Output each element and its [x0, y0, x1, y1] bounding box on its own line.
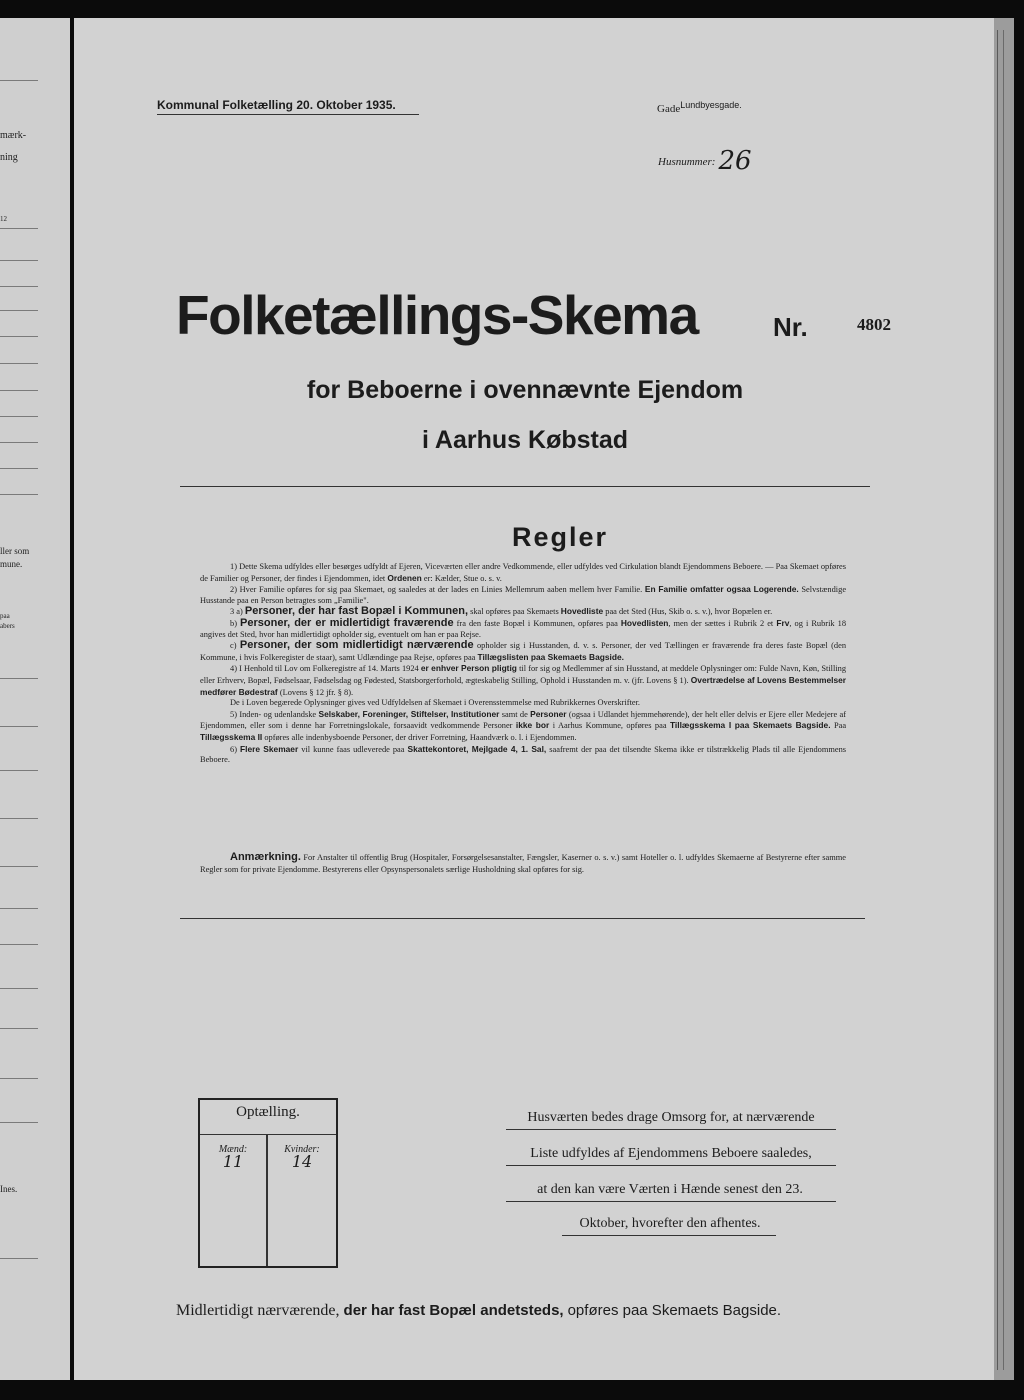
form-nr-label: Nr.	[773, 312, 808, 342]
rule-5: 5) Inden- og udenlandske Selskaber, Foreninger, Stiftelser, Institutioner samt de Personer (ogsaa i Udlandet hjemmehørende), der helt eller delvis er Ejere eller Medejere af Ejendommen, eller som i denne har Forretningslokale, forsaavidt vedkommende Personer ikke bor i Aarhus Kommune, opføres paa Tillægsskema I paa Skemaets Bagside. Paa Tillægsskema II opføres alle indenbysboende Personer, der driver Forretning, Haandværk o. l. i Ejendommen.	[200, 708, 847, 742]
divider	[180, 486, 870, 487]
page-edge-line	[997, 30, 998, 1370]
left-rule	[0, 1028, 38, 1029]
left-rule	[0, 416, 38, 417]
left-rule	[0, 310, 38, 311]
left-fragment: 12	[0, 215, 7, 223]
notice-line: at den kan være Værten i Hænde senest den 23.	[537, 1182, 803, 1197]
remark-paragraph	[200, 852, 846, 875]
women-label: Kvinder:	[284, 1144, 320, 1155]
left-fragment: ller som	[0, 546, 30, 556]
page-edge-line	[1003, 30, 1004, 1370]
left-rule	[0, 1078, 38, 1079]
remark-lead: Anmærkning.	[230, 851, 301, 863]
footer-note	[176, 1302, 856, 1320]
left-rule	[0, 390, 38, 391]
left-rule	[0, 442, 38, 443]
left-rule	[0, 726, 38, 727]
left-rule	[0, 494, 38, 495]
rule-4-extra: De i Loven begærede Oplysninger gives ved Udfyldelsen af Skemaet i Overensstemmelse med Rubrikkernes Overskrifter.	[230, 698, 641, 708]
form-number-stamp: 4802	[857, 315, 891, 334]
men-count: 11	[222, 1152, 244, 1171]
rule-1: 1) Dette Skema udfyldes eller besørges udfyldt af Ejeren, Viceværten eller andre Vedkommende, eller udfyldes ved Cirkulation blandt Ejendommens Beboere. — Paa Skemaet opføres de Familier og Personer, der findes i Ejendommen, idet Ordenen er: Kælder, Stue o. s. v.	[200, 562, 846, 583]
form-subtitle-city: i Aarhus Købstad	[421, 426, 629, 454]
previous-page-strip	[0, 18, 70, 1380]
notice-underline	[506, 1201, 836, 1202]
count-box-divider	[200, 1134, 336, 1135]
count-box	[198, 1098, 338, 1268]
left-rule	[0, 80, 38, 81]
left-rule	[0, 944, 38, 945]
left-fragment: mune.	[0, 559, 23, 569]
left-fragment: Ines.	[0, 1184, 18, 1194]
census-header-underline	[157, 114, 419, 115]
form-title: Folketællings-Skema	[176, 284, 698, 346]
women-count: 14	[291, 1152, 313, 1171]
street-label: Gade	[657, 103, 681, 115]
notice-underline	[506, 1129, 836, 1130]
left-fragment: abers	[0, 622, 15, 630]
house-number-label: Husnummer:	[658, 156, 716, 168]
footer-bold: der har fast Bopæl andetsteds,	[343, 1302, 564, 1319]
left-rule	[0, 866, 38, 867]
notice-underline	[506, 1165, 836, 1166]
count-title: Optælling.	[236, 1104, 300, 1120]
rule-3a: 3 a) Personer, der har fast Bopæl i Kommunen, skal opføres paa Skemaets Hovedliste paa det Sted (Hus, Skib o. s. v.), hvor Bopælen er.	[230, 605, 773, 618]
street-value: Lundbyesgade.	[680, 100, 742, 110]
left-rule	[0, 770, 38, 771]
left-rule	[0, 908, 38, 909]
house-number-field	[658, 142, 752, 176]
left-rule	[0, 228, 38, 229]
left-rule	[0, 260, 38, 261]
rule-6: 6) Flere Skemaer vil kunne faas udleverede paa Skattekontoret, Mejlgade 4, 1. Sal, saafremt der paa det tilsendte Skema ikke er tilstrækkelig Plads til alle Ejendommens Beboere.	[200, 743, 847, 765]
men-label: Mænd:	[218, 1144, 248, 1155]
left-rule	[0, 678, 38, 679]
rule-3b: b) Personer, der er midlertidigt fraværende fra den faste Bopæl i Kommunen, opføres paa Hovedlisten, men der sættes i Rubrik 2 et Frv, og i Rubrik 18 angives det Sted, hvor han midlertidigt opholder sig, eventuelt om han er paa Rejse.	[200, 616, 847, 639]
rule-4: 4) I Henhold til Lov om Folkeregistre af 14. Marts 1924 er enhver Person pligtig til for sig og Medlemmer af sin Husstand, at meddele Oplysninger om: Fulde Navn, Køn, Stilling eller Erhverv, Bopæl, Fødselsaar, Fødselsdag og Fødested, Statsborgerforhold, ægteskabelig Stilling, Ophold i Husstanden m. v. (jfr. Lovens § 1). Overtrædelse af Lovens Bestemmelser medfører Bødestraf (Lovens § 12 jfr. § 8).	[200, 663, 847, 697]
left-rule	[0, 818, 38, 819]
census-header: Kommunal Folketælling 20. Oktober 1935.	[157, 98, 396, 112]
left-rule	[0, 988, 38, 989]
left-rule	[0, 286, 38, 287]
notice-line: Husværten bedes drage Omsorg for, at nærværende	[527, 1110, 815, 1125]
footer-start: Midlertidigt nærværende,	[176, 1302, 340, 1319]
left-fragment: mærk-	[0, 130, 27, 141]
notice-line: Liste udfyldes af Ejendommens Beboere saaledes,	[530, 1146, 812, 1161]
footer-end: opføres paa Skemaets Bagside.	[567, 1302, 782, 1319]
rule-3c: c) Personer, der som midlertidigt nærværende opholder sig i Husstanden, d. v. s. Personer, der ved Tællingen er fraværende fra deres faste Bopæl (den Kommune, i hvis Folkeregister de staar), samt Udlændinge paa Rejse, opføres paa Tillægslisten paa Skemaets Bagside.	[200, 639, 847, 662]
house-number-value: 26	[718, 146, 752, 176]
left-fragment: paa	[0, 612, 10, 620]
left-rule	[0, 1122, 38, 1123]
remark-text: For Anstalter til offentlig Brug (Hospitaler, Forsørgelsesanstalter, Fængsler, Kaserner o. s. v.) samt Hoteller o. l. udfyldes Skemaerne af Bestyrerne efter samme Regler som for private Ejendomme. Bestyrerens eller Opsynspersonalets særlige Husholdning skal opføres for sig.	[200, 853, 846, 874]
rule-2: 2) Hver Familie opføres for sig paa Skemaet, og saaledes at der lades en Linies Mellemrum aaben mellem hver Familie. En Familie omfatter ogsaa Logerende. Selvstændige Husstande paa en Person betragtes som „Familie".	[200, 584, 847, 605]
left-fragment: ning	[0, 152, 18, 163]
street-field	[657, 100, 742, 115]
divider	[180, 918, 865, 919]
notice-underline	[562, 1235, 776, 1236]
notice-line: Oktober, hvorefter den afhentes.	[579, 1216, 761, 1231]
left-rule	[0, 363, 38, 364]
left-rule	[0, 336, 38, 337]
rules-text	[200, 562, 846, 766]
left-rule	[0, 468, 38, 469]
form-subtitle: for Beboerne i ovennævnte Ejendom	[306, 376, 744, 404]
left-rule	[0, 1258, 38, 1259]
rules-heading: Regler	[511, 522, 609, 552]
